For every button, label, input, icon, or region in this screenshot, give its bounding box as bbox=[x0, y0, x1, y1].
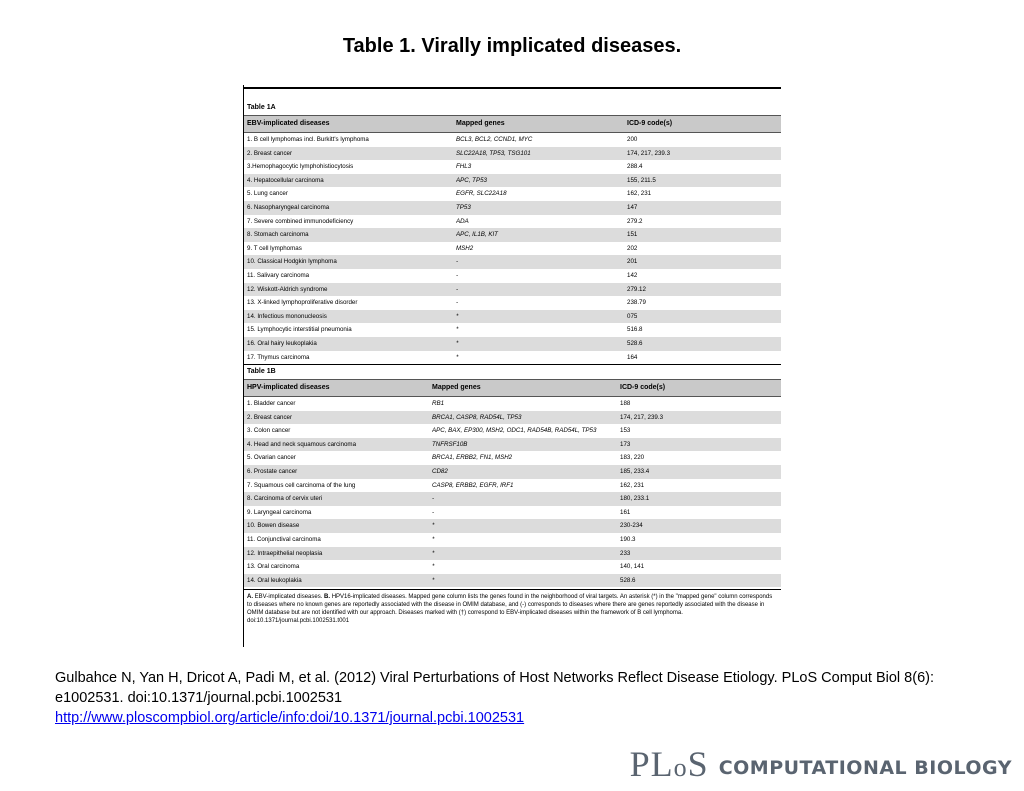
table-row bbox=[244, 424, 781, 438]
citation-text: Gulbahce N, Yan H, Dricot A, Padi M, et al. (2012) Viral Perturbations of Host Networks Reflect Disease Etiology. PLoS Comput Biol 8(6): e1002531. doi:10.1371/journal.pcbi.1002531 bbox=[55, 670, 934, 706]
article-link[interactable]: http://www.ploscompbiol.org/article/info:doi/10.1371/journal.pcbi.1002531 bbox=[55, 710, 525, 726]
disease-cell: 3. Colon cancer bbox=[247, 427, 291, 435]
disease-cell: 2. Breast cancer bbox=[247, 413, 293, 421]
table-row bbox=[244, 547, 781, 561]
mapped-genes-cell: - bbox=[432, 508, 435, 516]
table-row bbox=[244, 574, 781, 588]
header-diseases: HPV-implicated diseases bbox=[247, 384, 330, 392]
icd9-cell: 516.8 bbox=[627, 326, 643, 334]
disease-cell: 9. T cell lymphomas bbox=[247, 244, 302, 252]
table-1b-header bbox=[244, 379, 781, 397]
mapped-genes-cell: - bbox=[456, 258, 459, 266]
mapped-genes-cell: * bbox=[432, 536, 435, 544]
table-row bbox=[244, 187, 781, 201]
mapped-genes-cell: - bbox=[432, 495, 435, 503]
table-row bbox=[244, 133, 781, 147]
table-row bbox=[244, 242, 781, 256]
table-1b-label: Table 1B bbox=[244, 364, 781, 379]
mapped-genes-cell: RB1 bbox=[432, 400, 445, 408]
icd9-cell: 279.2 bbox=[627, 217, 643, 225]
mapped-genes-cell: * bbox=[456, 339, 459, 347]
disease-cell: 1. Bladder cancer bbox=[247, 400, 296, 408]
icd9-cell: 188 bbox=[620, 400, 631, 408]
mapped-genes-cell: * bbox=[456, 326, 459, 334]
footnote-text-b: HPV16-implicated diseases. Mapped gene column lists the genes found in the neighborhood of viral targets. An asterisk (*) in the "mapped gene" column corresponds to diseases where no known genes are reportedly associated with the disease in OMIM database, and (-) corresponds to diseases where there are genes reportedly associated with the disease in OMIM database but are not identified with our approach. Diseases marked with (†) correspond to EBV-implicated diseases within the framework of B cell lymphoma. bbox=[247, 594, 773, 616]
disease-cell: 4. Hepatocellular carcinoma bbox=[247, 176, 324, 184]
disease-cell: 9. Laryngeal carcinoma bbox=[247, 508, 312, 516]
table-row bbox=[244, 147, 781, 161]
mapped-genes-cell: * bbox=[456, 312, 459, 320]
disease-cell: 3.Hemophagocytic lymphohistiocytosis bbox=[247, 163, 354, 171]
disease-cell: 14. Oral leukoplakia bbox=[247, 576, 302, 584]
mapped-genes-cell: FHL3 bbox=[456, 163, 472, 171]
citation bbox=[55, 668, 975, 728]
icd9-cell: 147 bbox=[627, 203, 638, 211]
mapped-genes-cell: * bbox=[456, 353, 459, 361]
table-row bbox=[244, 255, 781, 269]
table-row bbox=[244, 337, 781, 351]
disease-cell: 1. B cell lymphomas incl. Burkitt's lymphoma bbox=[247, 136, 369, 143]
journal-name: COMPUTATIONAL BIOLOGY bbox=[718, 757, 1012, 779]
disease-cell: 8. Carcinoma of cervix uteri bbox=[247, 495, 323, 503]
disease-cell: 10. Bowen disease bbox=[247, 522, 300, 530]
disease-cell: 4. Head and neck squamous carcinoma bbox=[247, 440, 357, 448]
icd9-cell: 201 bbox=[627, 258, 638, 266]
table-row bbox=[244, 411, 781, 425]
icd9-cell: 528.6 bbox=[627, 339, 643, 347]
icd9-cell: 174, 217, 239.3 bbox=[620, 413, 664, 421]
table-row bbox=[244, 160, 781, 174]
table-row bbox=[244, 215, 781, 229]
table-1a-body bbox=[244, 133, 781, 364]
icd9-cell: 528.6 bbox=[620, 576, 636, 584]
icd9-cell: 183, 220 bbox=[620, 454, 645, 462]
header-mapped-genes: Mapped genes bbox=[432, 384, 481, 392]
disease-cell: 16. Oral hairy leukoplakia bbox=[247, 339, 317, 347]
icd9-cell: 238.79 bbox=[627, 299, 646, 307]
icd9-cell: 185, 233.4 bbox=[620, 468, 650, 476]
table-row bbox=[244, 323, 781, 337]
disease-cell: 2. Breast cancer bbox=[247, 149, 293, 157]
table-row bbox=[244, 174, 781, 188]
table-row bbox=[244, 438, 781, 452]
mapped-genes-cell: * bbox=[432, 563, 435, 571]
disease-cell: 10. Classical Hodgkin lymphoma bbox=[247, 258, 337, 266]
table-row bbox=[244, 201, 781, 215]
table-row bbox=[244, 519, 781, 533]
mapped-genes-cell: MSH2 bbox=[456, 244, 474, 252]
table-row bbox=[244, 397, 781, 411]
table-row bbox=[244, 228, 781, 242]
table-row bbox=[244, 465, 781, 479]
mapped-genes-cell: APC, TP53 bbox=[456, 176, 487, 184]
mapped-genes-cell: APC, BAX, EP300, MSH2, ODC1, RAD54B, RAD54L, TP53 bbox=[432, 427, 597, 435]
disease-cell: 11. Salivary carcinoma bbox=[247, 271, 310, 279]
table-row bbox=[244, 492, 781, 506]
disease-cell: 13. X-linked lymphoproliferative disorder bbox=[247, 299, 358, 307]
disease-cell: 5. Ovarian cancer bbox=[247, 454, 296, 462]
top-rule bbox=[244, 87, 781, 89]
icd9-cell: 162, 231 bbox=[620, 481, 645, 489]
disease-cell: 5. Lung cancer bbox=[247, 190, 288, 198]
table-row bbox=[244, 479, 781, 493]
table-doi: doi:10.1371/journal.pcbi.1002531.t001 bbox=[247, 618, 350, 625]
icd9-cell: 230-234 bbox=[620, 522, 643, 530]
mapped-genes-cell: BRCA1, CASP8, RAD54L, TP53 bbox=[432, 413, 522, 421]
icd9-cell: 142 bbox=[627, 271, 638, 279]
mapped-genes-cell: TNFRSF10B bbox=[432, 440, 468, 448]
mapped-genes-cell: CD82 bbox=[432, 468, 448, 476]
icd9-cell: 200 bbox=[627, 136, 638, 143]
header-diseases: EBV-implicated diseases bbox=[247, 120, 330, 127]
table-row bbox=[244, 310, 781, 324]
disease-cell: 12. Intraepithelial neoplasia bbox=[247, 549, 323, 557]
icd9-cell: 233 bbox=[620, 549, 631, 557]
table-1a-label: Table 1A bbox=[247, 104, 276, 111]
mapped-genes-cell: - bbox=[456, 299, 459, 307]
mapped-genes-cell: - bbox=[456, 285, 459, 293]
plos-computational-biology-logo bbox=[629, 744, 1012, 788]
table-row bbox=[244, 269, 781, 283]
mapped-genes-cell: SLC22A18, TP53, TSG101 bbox=[456, 149, 531, 157]
icd9-cell: 155, 211.5 bbox=[627, 176, 656, 184]
icd9-cell: 173 bbox=[620, 440, 631, 448]
table-1b-body bbox=[244, 397, 781, 587]
table-row bbox=[244, 533, 781, 547]
icd9-cell: 151 bbox=[627, 231, 638, 239]
disease-cell: 14. Infectious mononucleosis bbox=[247, 312, 327, 320]
table-row bbox=[244, 506, 781, 520]
table-row bbox=[244, 283, 781, 297]
disease-cell: 15. Lymphocytic interstitial pneumonia bbox=[247, 326, 352, 334]
table-footnote bbox=[244, 589, 781, 617]
disease-cell: 11. Conjunctival carcinoma bbox=[247, 536, 321, 544]
table-figure bbox=[243, 85, 781, 647]
mapped-genes-cell: CASP8, ERBB2, EGFR, IRF1 bbox=[432, 481, 514, 489]
icd9-cell: 153 bbox=[620, 427, 631, 435]
icd9-cell: 202 bbox=[627, 244, 638, 252]
icd9-cell: 140, 141 bbox=[620, 563, 645, 571]
table-row bbox=[244, 296, 781, 310]
mapped-genes-cell: - bbox=[456, 271, 459, 279]
icd9-cell: 174, 217, 239.3 bbox=[627, 149, 671, 157]
mapped-genes-cell: ADA bbox=[456, 217, 469, 225]
slide-title: Table 1. Virally implicated diseases. bbox=[342, 35, 682, 57]
icd9-cell: 075 bbox=[627, 312, 638, 320]
disease-cell: 6. Nasopharyngeal carcinoma bbox=[247, 203, 330, 211]
icd9-cell: 180, 233.1 bbox=[620, 495, 650, 503]
header-mapped-genes: Mapped genes bbox=[456, 120, 505, 127]
footnote-label-a: A. bbox=[247, 594, 253, 601]
mapped-genes-cell: * bbox=[432, 576, 435, 584]
mapped-genes-cell: BRCA1, ERBB2, FN1, MSH2 bbox=[432, 454, 513, 462]
icd9-cell: 190.3 bbox=[620, 536, 636, 544]
icd9-cell: 279.12 bbox=[627, 285, 646, 293]
disease-cell: 12. Wiskott-Aldrich syndrome bbox=[247, 285, 328, 293]
disease-cell: 8. Stomach carcinoma bbox=[247, 231, 309, 239]
table-1a-header bbox=[244, 115, 781, 133]
icd9-cell: 288.4 bbox=[627, 163, 643, 171]
disease-cell: 6. Prostate cancer bbox=[247, 468, 298, 476]
plos-wordmark: PLoS bbox=[629, 744, 709, 784]
icd9-cell: 162, 231 bbox=[627, 190, 652, 198]
header-icd9: ICD-9 code(s) bbox=[620, 384, 666, 392]
table-row bbox=[244, 451, 781, 465]
disease-cell: 13. Oral carcinoma bbox=[247, 563, 300, 571]
header-icd9: ICD-9 code(s) bbox=[627, 120, 673, 127]
mapped-genes-cell: EGFR, SLC22A18 bbox=[456, 190, 507, 198]
mapped-genes-cell: APC, IL1B, KIT bbox=[456, 231, 498, 239]
disease-cell: 17. Thymus carcinoma bbox=[247, 353, 310, 361]
icd9-cell: 161 bbox=[620, 508, 631, 516]
mapped-genes-cell: * bbox=[432, 549, 435, 557]
footnote-text-a: EBV-implicated diseases. bbox=[253, 594, 325, 601]
disease-cell: 7. Severe combined immunodeficiency bbox=[247, 217, 354, 225]
mapped-genes-cell: TP53 bbox=[456, 203, 471, 211]
footnote-label-b: B. bbox=[324, 594, 331, 601]
disease-cell: 7. Squamous cell carcinoma of the lung bbox=[247, 481, 356, 489]
table-row bbox=[244, 351, 781, 365]
icd9-cell: 164 bbox=[627, 353, 638, 361]
mapped-genes-cell: BCL3, BCL2, CCND1, MYC bbox=[456, 136, 533, 143]
mapped-genes-cell: * bbox=[432, 522, 435, 530]
table-row bbox=[244, 560, 781, 574]
